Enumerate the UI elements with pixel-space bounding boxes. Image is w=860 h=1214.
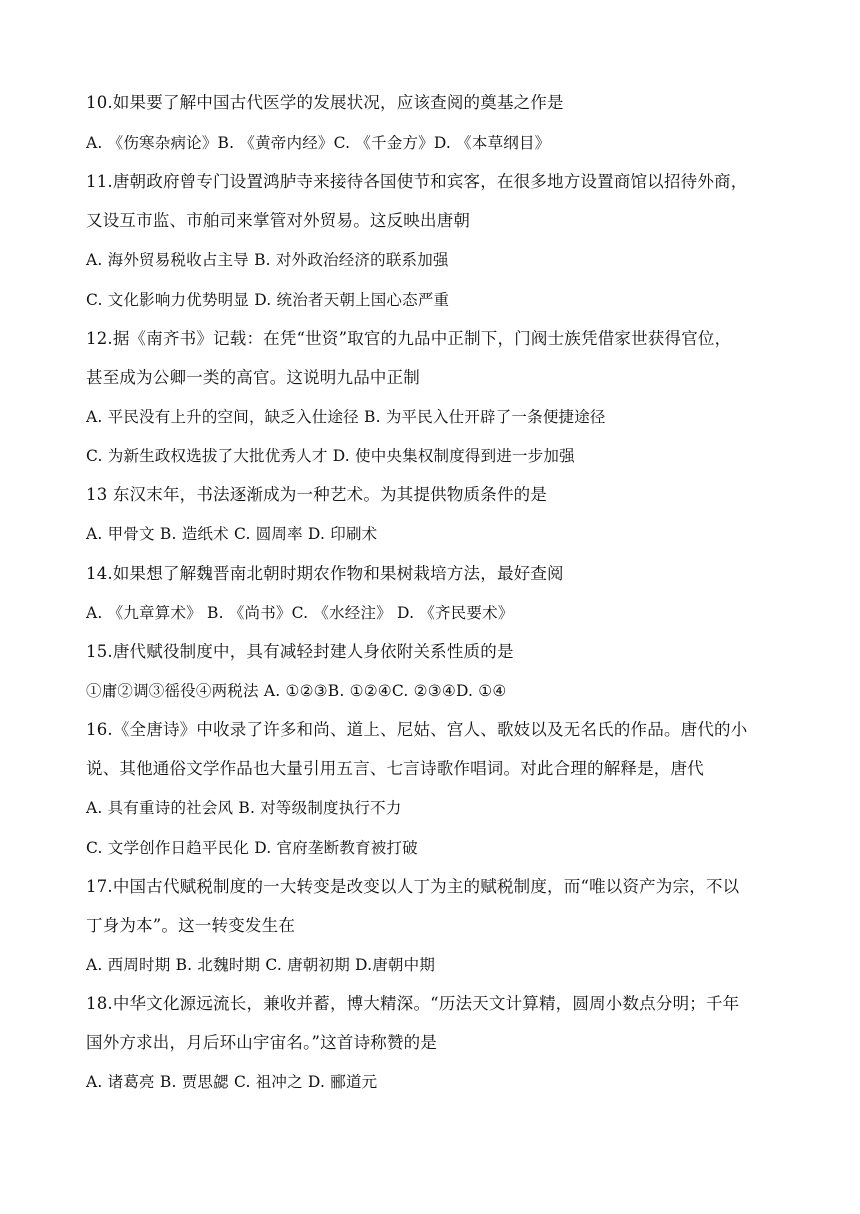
question-17-stem-line-2: 丁身为本”。这一转变发生在 xyxy=(86,916,296,935)
question-11-stem-line-2: 又设互市监、市舶司来掌管对外贸易。这反映出唐朝 xyxy=(86,211,471,230)
question-12-options-line-1: A. 平民没有上升的空间，缺乏入仕途径 B. 为平民入仕开辟了一条便捷途径 xyxy=(86,408,606,426)
question-17-options-line-1: A. 西周时期 B. 北魏时期 C. 唐朝初期 D.唐朝中期 xyxy=(86,956,436,974)
question-11-options-line-1: A. 海外贸易税收占主导 B. 对外政治经济的联系加强 xyxy=(86,251,449,269)
question-18-stem-line-1: 18.中华文化源远流长，兼收并蓄，博大精深。“历法天文计算精，圆周小数点分明；千年 xyxy=(86,994,740,1013)
question-15-options-line-1: ①庸②调③徭役④两税法 A. ①②③B. ①②④C. ②③④D. ①④ xyxy=(86,682,507,700)
question-10-options-line-1: A. 《伤寒杂病论》B. 《黄帝内经》C. 《千金方》D. 《本草纲目》 xyxy=(86,134,551,152)
question-17-stem-line-1: 17.中国古代赋税制度的一大转变是改变以人丁为主的赋税制度，而“唯以资产为宗，不以 xyxy=(86,877,740,896)
question-11-options-line-2: C. 文化影响力优势明显 D. 统治者天朝上国心态严重 xyxy=(86,291,450,309)
question-15-stem-line-1: 15.唐代赋役制度中，具有减轻封建人身依附关系性质的是 xyxy=(86,642,514,661)
question-14-stem-line-1: 14.如果想了解魏晋南北朝时期农作物和果树栽培方法，最好查阅 xyxy=(86,564,564,583)
question-18-stem-line-2: 国外方求出，月后环山宇宙名。”这首诗称赞的是 xyxy=(86,1033,438,1052)
question-12-stem-line-1: 12.据《南齐书》记载：在凭“世资”取官的九品中正制下，门阀士族凭借家世获得官位， xyxy=(86,329,732,348)
question-10-stem-line-1: 10.如果要了解中国古代医学的发展状况，应该查阅的奠基之作是 xyxy=(86,93,564,112)
question-11-stem-line-1: 11.唐朝政府曾专门设置鸿胪寺来接待各国使节和宾客，在很多地方设置商馆以招待外商， xyxy=(86,172,748,191)
question-13-options-line-1: A. 甲骨文 B. 造纸术 C. 圆周率 D. 印刷术 xyxy=(86,525,378,543)
question-14-options-line-1: A. 《九章算术》 B. 《尚书》C. 《水经注》 D. 《齐民要术》 xyxy=(86,604,514,622)
question-12-options-line-2: C. 为新生政权选拔了大批优秀人才 D. 使中央集权制度得到进一步加强 xyxy=(86,447,575,465)
question-16-options-line-2: C. 文学创作日趋平民化 D. 官府垄断教育被打破 xyxy=(86,839,418,857)
question-18-options-line-1: A. 诸葛亮 B. 贾思勰 C. 祖冲之 D. 郦道元 xyxy=(86,1073,378,1091)
question-16-options-line-1: A. 具有重诗的社会风 B. 对等级制度执行不力 xyxy=(86,799,402,817)
question-12-stem-line-2: 甚至成为公卿一类的高官。这说明九品中正制 xyxy=(86,368,420,387)
question-13-stem-line-1: 13 东汉末年，书法逐渐成为一种艺术。为其提供物质条件的是 xyxy=(86,485,548,504)
question-16-stem-line-2: 说、其他通俗文学作品也大量引用五言、七言诗歌作唱词。对此合理的解释是，唐代 xyxy=(86,759,704,778)
question-16-stem-line-1: 16.《全唐诗》中收录了许多和尚、道上、尼姑、宫人、歌妓以及无名氏的作品。唐代的小 xyxy=(86,720,748,739)
